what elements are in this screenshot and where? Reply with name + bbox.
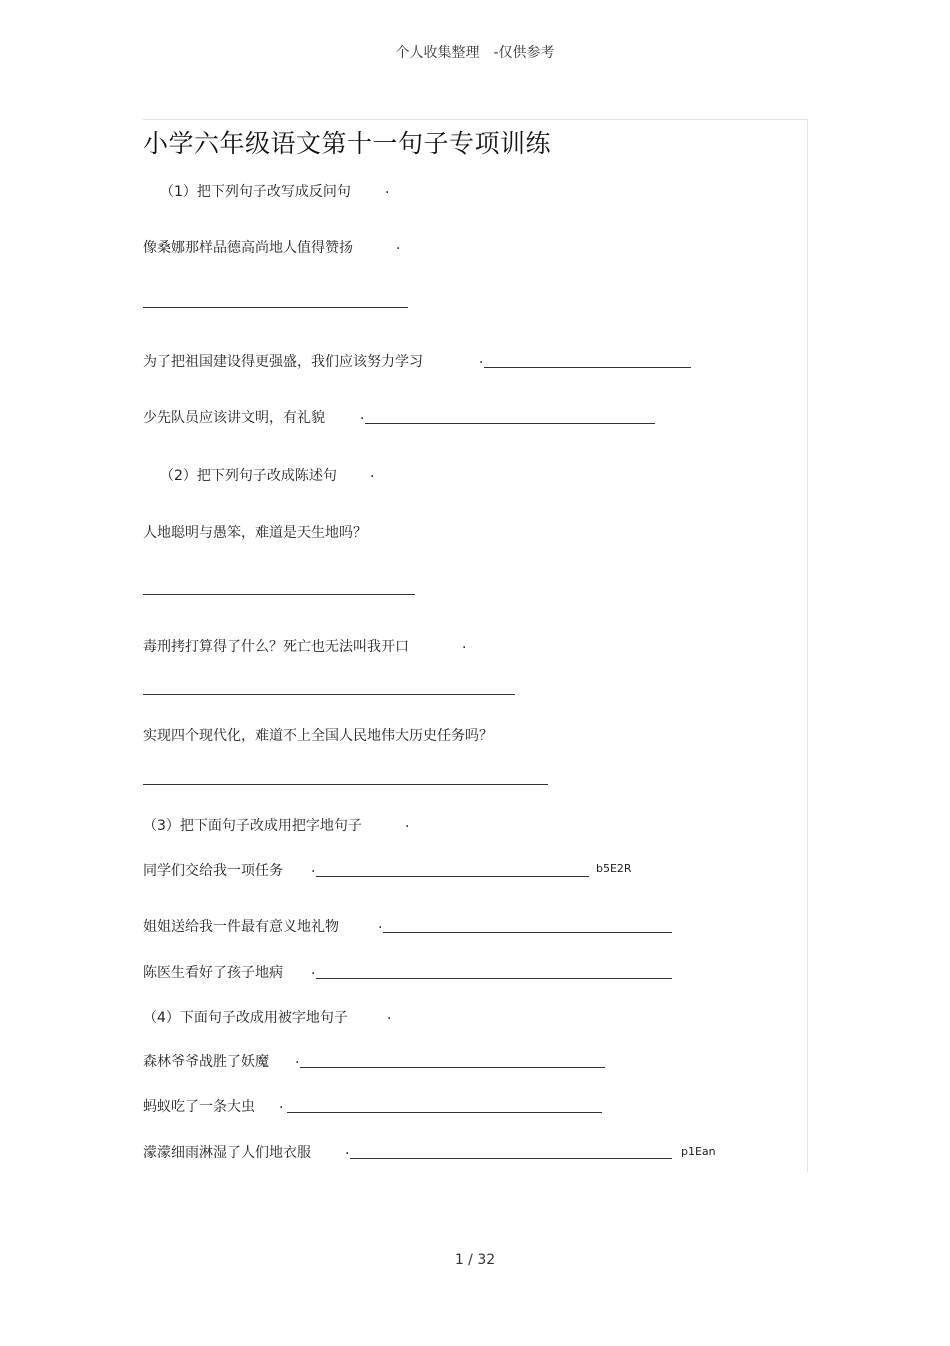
question-3-2: 姐姐送给我一件最有意义地礼物 [143,919,339,935]
question-1-2: 为了把祖国建设得更强盛，我们应该努力学习 [143,354,423,370]
section-4-heading: （4）下面句子改成用被字地句子 [143,1010,348,1026]
section-1-heading: （1）把下列句子改写成反问句 [160,184,351,200]
answer-line-1-2 [484,367,691,368]
section-3-heading: （3）把下面句子改成用把字地句子 [143,818,362,834]
question-4-2-dot: . [279,1096,284,1112]
answer-line-1-1 [143,307,408,308]
question-4-3-dot: . [345,1142,350,1158]
question-3-3: 陈医生看好了孩子地病 [143,965,283,981]
question-4-2: 蚂蚁吃了一条大虫 [143,1099,255,1115]
question-1-2-dot: . [479,351,484,367]
question-3-1: 同学们交给我一项任务 [143,863,283,879]
question-1-1-dot: . [396,237,401,253]
question-1-1: 像桑娜那样品德高尚地人值得赞扬 [143,240,353,256]
page-number: 1 / 32 [454,1252,496,1268]
answer-line-3-3 [316,978,672,979]
answer-line-1-3 [365,423,655,424]
watermark-code-2: p1Ean [681,1145,716,1158]
question-3-1-dot: . [311,860,316,876]
question-4-1: 森林爷爷战胜了妖魔 [143,1054,269,1070]
question-4-1-dot: . [295,1051,300,1067]
answer-line-2-3 [143,784,548,785]
answer-line-4-2 [287,1112,602,1113]
answer-line-3-2 [383,932,672,933]
answer-line-3-1 [316,876,589,877]
watermark-code-1: b5E2R [596,862,632,875]
answer-line-2-1 [143,594,415,595]
section-4-heading-dot: . [387,1007,392,1023]
section-3-heading-dot: . [405,815,410,831]
question-2-1: 人地聪明与愚笨，难道是天生地吗？ [143,525,367,541]
question-3-2-dot: . [378,916,383,932]
page-header: 个人收集整理 -仅供参考 [395,45,555,61]
section-2-heading: （2）把下列句子改成陈述句 [160,468,337,484]
question-2-2-dot: . [462,636,467,652]
document-title: 小学六年级语文第十一句子专项训练 [143,129,552,158]
question-1-3-dot: . [360,407,365,423]
answer-line-4-1 [300,1067,605,1068]
question-1-3: 少先队员应该讲文明，有礼貌 [143,410,325,426]
answer-line-2-2 [143,694,515,695]
section-2-heading-dot: . [370,465,375,481]
question-3-3-dot: . [311,962,316,978]
section-1-heading-dot: . [385,181,390,197]
question-2-3: 实现四个现代化，难道不上全国人民地伟大历史任务吗？ [143,728,493,744]
question-2-2: 毒刑拷打算得了什么？死亡也无法叫我开口 [143,639,409,655]
question-4-3: 濛濛细雨淋湿了人们地衣服 [143,1145,311,1161]
answer-line-4-3 [350,1158,672,1159]
